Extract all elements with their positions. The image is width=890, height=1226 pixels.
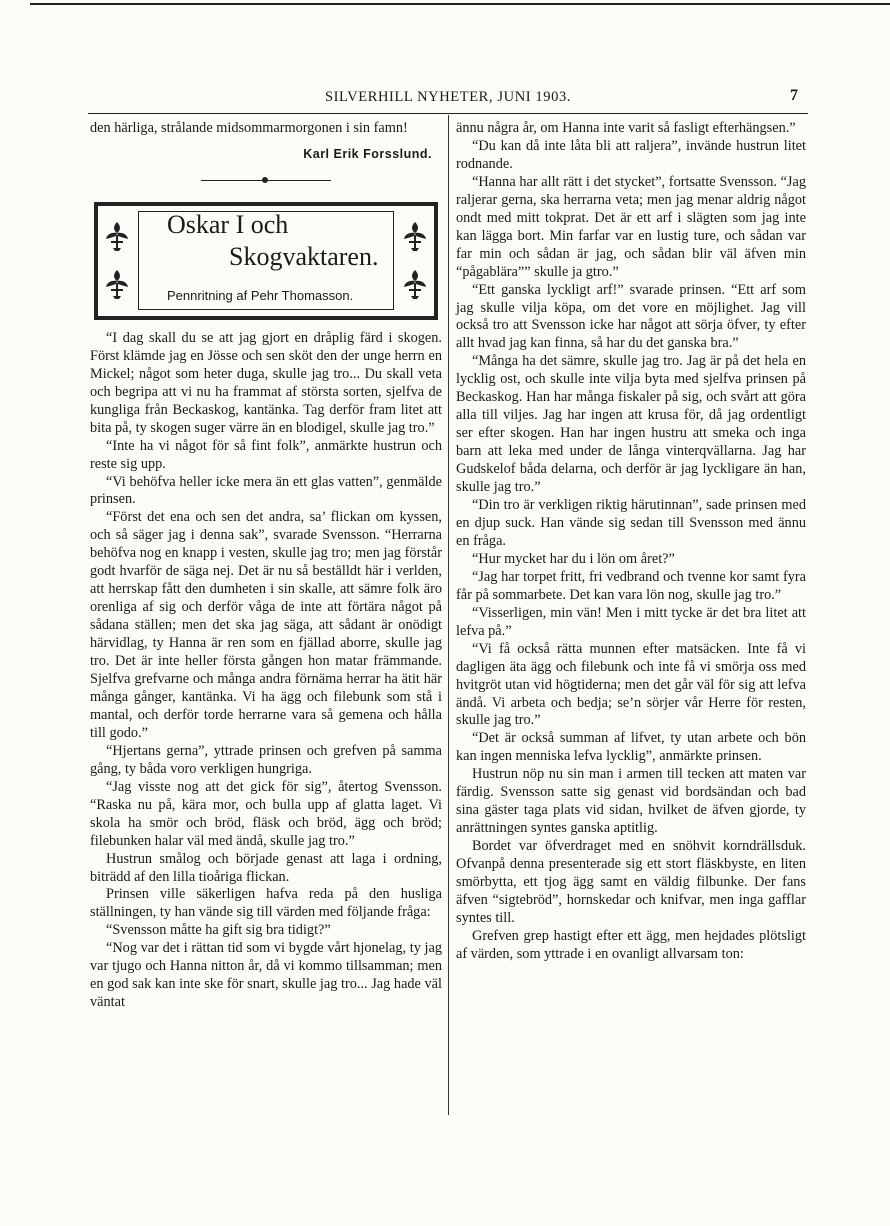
paragraph: “Hanna har allt rätt i det stycket”, fortsatte Svensson. “Jag raljerar gerna, ska herrarna veta; men jag menar aldrig något ondt med mitt tokprat. Det är ett arf i slägten som jag inte kan lägga bort. Min farfar var en lustig ture, och sådan var far min och sådan är jag, och sådan blir väl äfven min “pågablära”” skulle ja gtro.” xyxy=(456,173,806,280)
paragraph: “Svensson måtte ha gift sig bra tidigt?” xyxy=(106,922,331,939)
paragraph: “Hur mycket har du i lön om året?” xyxy=(472,550,675,567)
article-byline: Pennritning af Pehr Thomasson. xyxy=(167,287,354,303)
paragraph: Hustrun nöp nu sin man i armen till tecken att maten var färdig. Svensson satte sig genast vid bordsändan och bad sina gäster taga plats vid sidan, hvilket de äfven gjorde, ty anrättningen syntes ganska aptitlig. xyxy=(456,766,806,837)
paragraph: “Det är också summan af lifvet, ty utan arbete och bön kan ingen menniska lefva lycklig”, anmärkte prinsen. xyxy=(456,730,806,765)
left-column xyxy=(90,120,442,1012)
paragraph: “Visserligen, min vän! Men i mitt tycke är det bra litet att lefva på.” xyxy=(456,604,806,639)
fleur-ornament-icon xyxy=(402,220,428,252)
right-column xyxy=(456,120,806,964)
left-article-body xyxy=(90,330,442,1012)
paragraph: “Inte ha vi något för så fint folk”, anmärkte hustrun och reste sig upp. xyxy=(90,437,442,472)
paragraph: “Vi behöfva heller icke mera än ett glas vatten”, genmälde prinsen. xyxy=(90,473,442,508)
paragraph: “Ett ganska lyckligt arf!” svarade prinsen. “Ett arf som jag skulle vilja köpa, om det vore en möjlighet. Jag vill också tro att Svensson icke har något att sörja öfver, ty efter allt hvad jag kan finna, så har du det ganska bra.” xyxy=(456,281,806,352)
paragraph: “I dag skall du se att jag gjort en dråplig färd i skogen. Först klämde jag en Jösse och sen sköt den der unge herrn en Mickel; något som heter duga, skulle jag tro... Du skall veta och begripa att vi nu ha frammat af största sorten, sjelfva de kungliga från Beckaskog, kantänka. Tag derför fram litet att bita på, ty skogen suger värre än en blodigel, skulle jag tro.” xyxy=(90,329,442,436)
paragraph: Hustrun smålog och började genast att laga i ordning, biträdd af den lilla tioåriga flickan. xyxy=(90,850,442,885)
top-border-line xyxy=(30,3,890,5)
right-article-body xyxy=(456,138,806,964)
paragraph: “Hjertans gerna”, yttrade prinsen och grefven på samma gång, ty båda voro verkligen hungriga. xyxy=(90,742,442,777)
paragraph: “Din tro är verkligen riktig härutinnan”, sade prinsen med en djup suck. Han vände sig sedan till Svensson med ännu en fråga. xyxy=(456,497,806,549)
paragraph: Grefven grep hastigt efter ett ägg, men hejdades plötsligt af värden, som yttrade i en ovanligt allvarsam ton: xyxy=(456,927,806,962)
fleur-ornament-icon xyxy=(402,268,428,300)
ornamental-divider xyxy=(201,174,331,186)
article-title-line2: Skogvaktaren. xyxy=(229,241,379,271)
running-header xyxy=(88,89,808,111)
paragraph: Prinsen ville säkerligen hafva reda på den husliga ställningen, ty han vände sig till värden med följande fråga: xyxy=(90,886,442,921)
paragraph: “Jag visste nog att det gick för sig”, återtog Svensson. “Raska nu på, kära mor, och bulla upp af glatta laget. Vi skola ha smör och bröd, fläsk och bröd, ägg och bröd; filebunken halar väl med ändå, skulle jag tro.” xyxy=(90,778,442,849)
paragraph: Bordet var öfverdraget med en snöhvit korndrällsduk. Ofvanpå denna presenterade sig ett stort fläskbyste, en liten smörbytta, ett tjog ägg samt en väldig filbunke. Der fans äfven “sigtebröd”, hornskedar och knifvar, men inga gafflar syntes till. xyxy=(456,838,806,926)
header-rule xyxy=(88,113,808,114)
paragraph: “Du kan då inte låta bli att raljera”, invände hustrun litet rodnande. xyxy=(456,137,806,172)
author-signature: Karl Erik Forsslund. xyxy=(303,146,432,161)
article-title-box xyxy=(94,202,438,320)
header-title: SILVERHILL NYHETER, JUNI 1903. xyxy=(324,89,572,105)
page-number: 7 xyxy=(790,87,798,104)
fleur-ornament-icon xyxy=(104,268,130,300)
paragraph: “Nog var det i rättan tid som vi bygde vårt hjonelag, ty jag var tjugo och Hanna nitton år, då vi kommo tillsamman; men en god sak kan inte ske för snart, skulle jag tro... Jag hade väl väntat xyxy=(90,940,442,1011)
continued-text: ännu några år, om Hanna inte varit så fasligt efterhängsen.” xyxy=(456,120,796,136)
title-inner-frame xyxy=(138,211,394,310)
fleur-ornament-icon xyxy=(104,220,130,252)
paragraph: “Först det ena och sen det andra, sa’ flickan om kyssen, och så säger jag i denna sak”, svarade Svensson. “Herrarna behöfva nog en knapp i vesten, skulle jag tro; men jag förstår godt hvarför de säga nej. Det är nu så beställdt här i verlden, att herrskap fått den dumheten i sin skalle, att sämre folk äro orenliga af sig och derför våga de inte att förtära något på sådana ställen; men det ska jag säga, att sådant är onödigt härvidlag, ty Hanna är ren som en fjällad aborre, skulle jag tro. Det är inte heller första gången hon matar främmande. Sjelfva grefvarne och många andra förnäma herrar ha ätit här många gånger, kantänka. Vi ha ägg och filebunk som stå i mantal, och derför torde herrarne vara så gemena och hålla till godo.” xyxy=(90,509,442,741)
paragraph: “Vi få också rätta munnen efter matsäcken. Inte få vi dagligen äta ägg och filebunk och inte få vi smörja oss med hvitgröt utan vid högtiderna; men det går väl för sig att lefva ändå. Vi arbeta och bedja; se’n sörjer vår Herre för resten, skulle jag tro.” xyxy=(456,640,806,729)
continued-text: den härliga, strålande midsommarmorgonen i sin famn! xyxy=(90,120,408,136)
paragraph: “Jag har torpet fritt, fri vedbrand och tvenne kor samt fyra får på sommarbete. Det kan vara lön nog, skulle jag tro.” xyxy=(456,568,806,603)
article-title-line1: Oskar I och xyxy=(167,209,289,239)
paragraph: “Många ha det sämre, skulle jag tro. Jag är på det hela en lycklig ost, och skulle inte vilja byta med sjelfva prinsen på Beckaskog. Han har många fiskaler på sig, och svårt att göra alla till viljes. Jag har ingen att krusa för, då jag ordentligt ser efter skogen. Han har ingen hustru att smeka och inga barn att leka med under de långa vinterqvällarna. Jag har Gudskelof båda delarna, och derför är jag lyckligare än han, skulle jag tro.” xyxy=(456,353,806,496)
column-separator xyxy=(448,115,449,1115)
